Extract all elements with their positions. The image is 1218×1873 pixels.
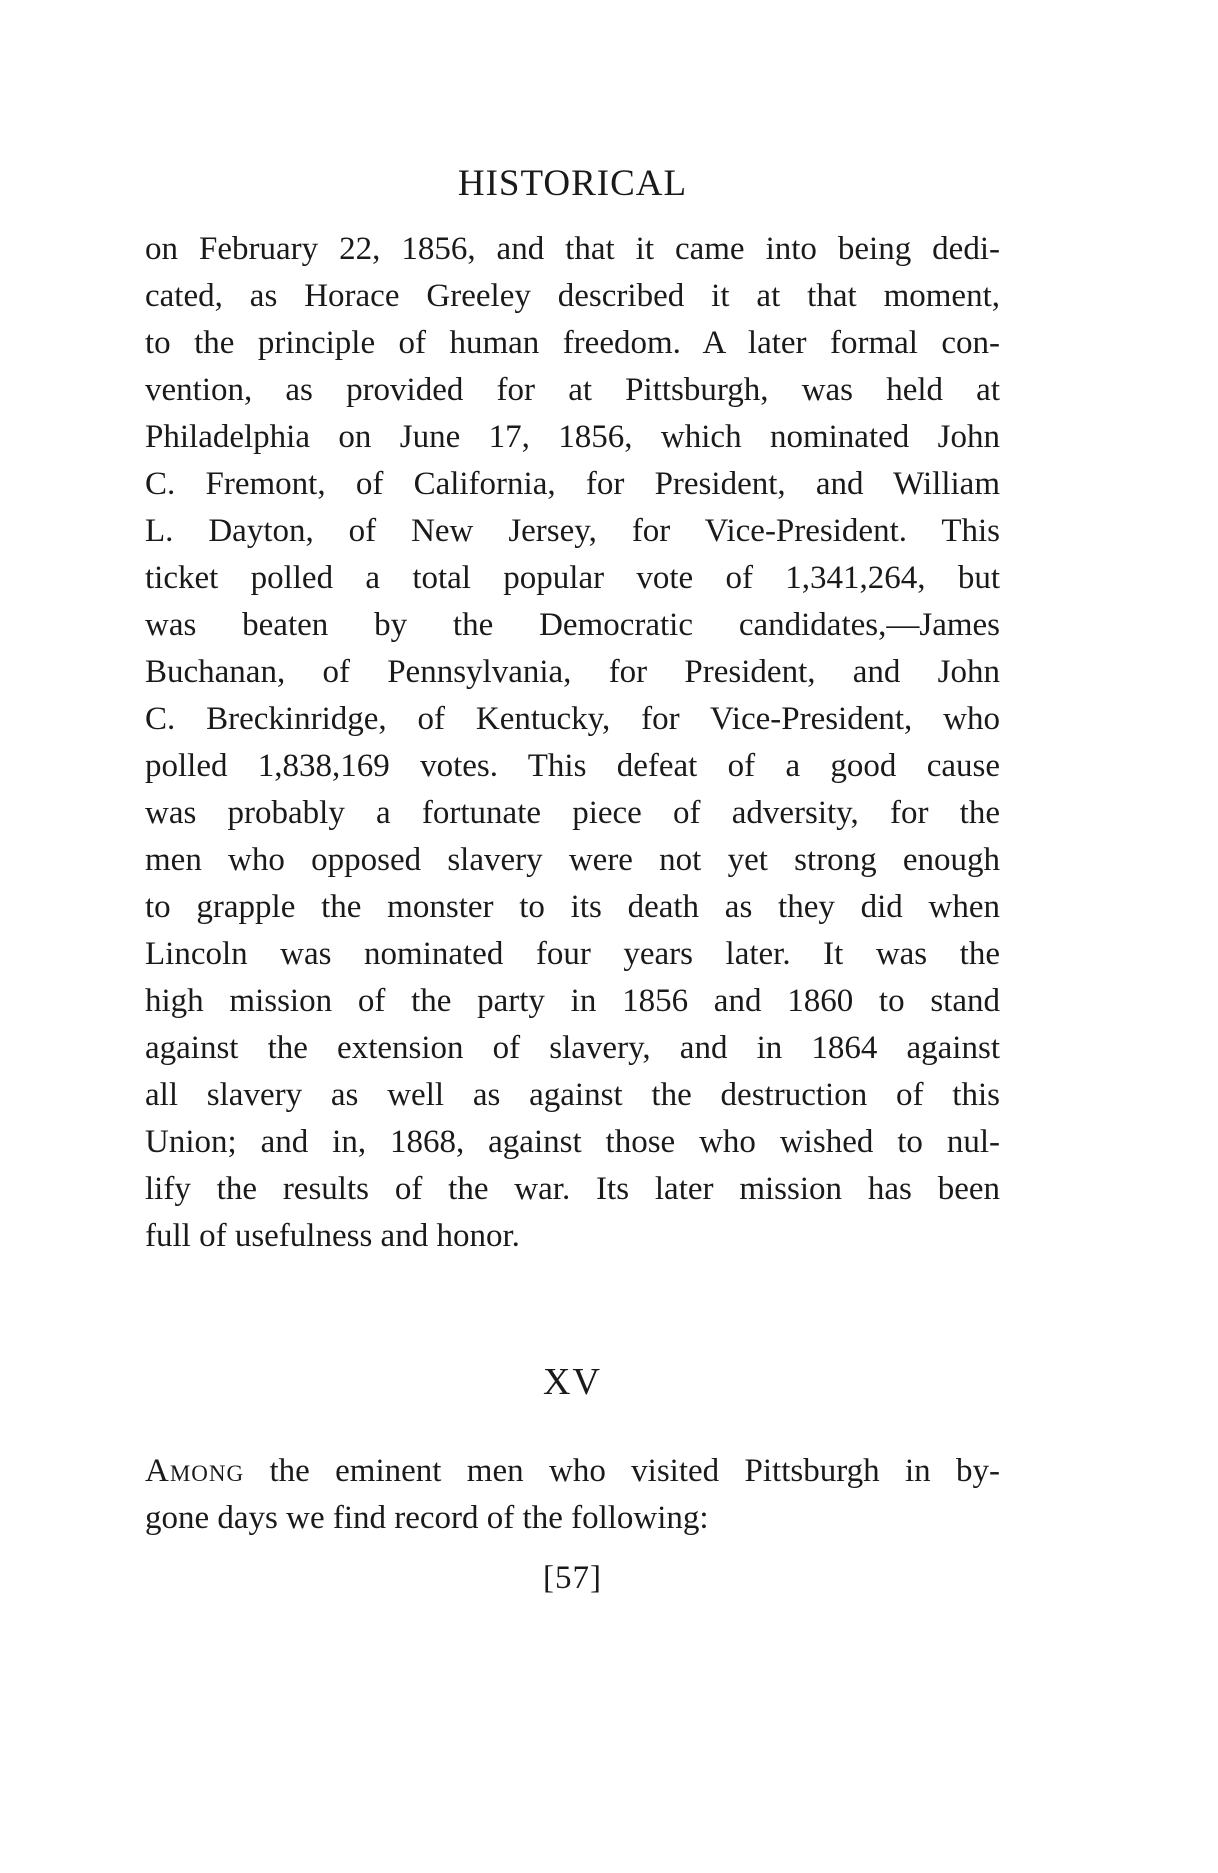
paragraph-line: on February 22, 1856, and that it came into being dedi-: [145, 231, 1000, 267]
running-head: HISTORICAL: [457, 163, 688, 204]
paragraph-line: Philadelphia on June 17, 1856, which nominated John: [145, 419, 1000, 455]
paragraph-line: all slavery as well as against the destruction of this: [145, 1077, 1000, 1113]
paragraph-line: vention, as provided for at Pittsburgh, was held at: [145, 372, 1000, 408]
paragraph-line: cated, as Horace Greeley described it at that moment,: [145, 278, 1000, 314]
paragraph-line: was beaten by the Democratic candidates,—James: [145, 607, 1000, 643]
section-line-rest: the eminent men who visited Pittsburgh in by-: [244, 1453, 1000, 1489]
paragraph-line: was probably a fortunate piece of adversity, for the: [145, 795, 1000, 831]
paragraph-line: lify the results of the war. Its later mission has been: [145, 1171, 1000, 1207]
paragraph-line: to grapple the monster to its death as they did when: [145, 889, 1000, 925]
paragraph-line: polled 1,838,169 votes. This defeat of a good cause: [145, 748, 1000, 784]
chapter-number: XV: [543, 1361, 602, 1403]
section-lead-word: Among: [145, 1453, 245, 1489]
page-number: [57]: [543, 1560, 602, 1596]
paragraph-line: Lincoln was nominated four years later. It was the: [145, 936, 1000, 972]
paragraph-line: Union; and in, 1868, against those who wished to nul-: [145, 1124, 1000, 1160]
paragraph-line: C. Breckinridge, of Kentucky, for Vice-President, who: [145, 701, 1000, 737]
paragraph-line: full of usefulness and honor.: [145, 1218, 520, 1254]
paragraph-line: L. Dayton, of New Jersey, for Vice-President. This: [145, 513, 1000, 549]
paragraph-line: to the principle of human freedom. A later formal con-: [145, 325, 1000, 361]
section-line: [145, 1448, 1000, 1495]
paragraph-line: men who opposed slavery were not yet strong enough: [145, 842, 1000, 878]
paragraph-line: against the extension of slavery, and in 1864 against: [145, 1030, 1000, 1066]
paragraph-line: C. Fremont, of California, for President, and William: [145, 466, 1000, 502]
section-line: gone days we find record of the following:: [145, 1500, 709, 1536]
body-paragraph: [145, 226, 1000, 1260]
paragraph-line: ticket polled a total popular vote of 1,341,264, but: [145, 560, 1000, 596]
paragraph-line: high mission of the party in 1856 and 1860 to stand: [145, 983, 1000, 1019]
paragraph-line: Buchanan, of Pennsylvania, for President, and John: [145, 654, 1000, 690]
section-opening: [145, 1448, 1000, 1542]
